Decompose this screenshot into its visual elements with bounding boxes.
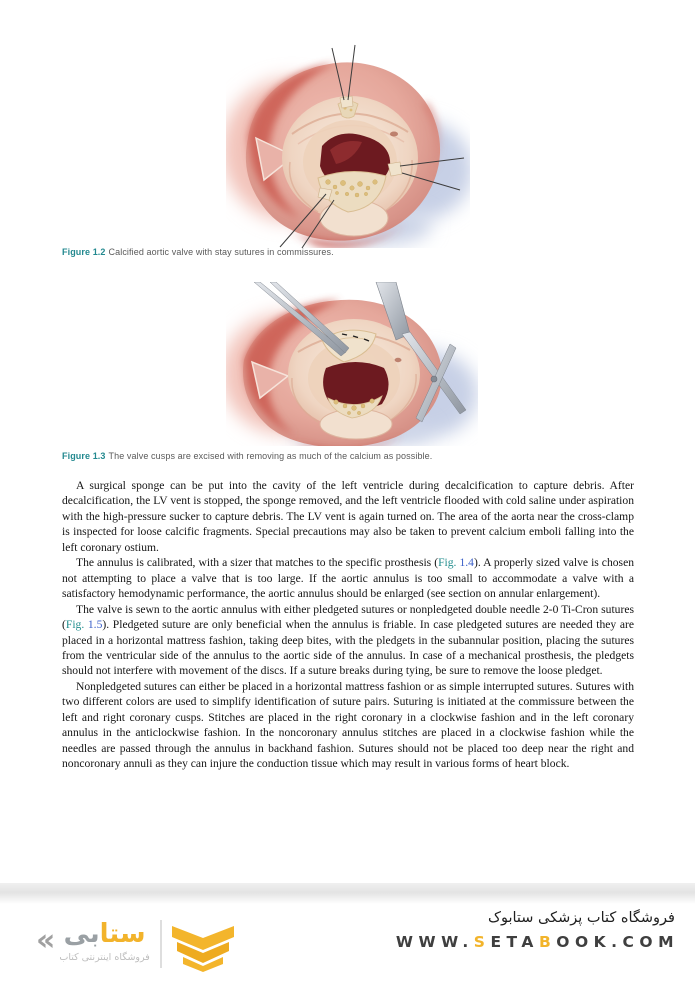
url-seg-b: B [538, 933, 557, 951]
website-url [396, 933, 679, 951]
logo-wordmark-yellow: ستا [99, 919, 146, 949]
paragraph-3-text: The valve is sewn to the aortic annulus with either pledgeted sutures or nonpledgeted double needle 2-0 Ti-Cron sutures ( [62, 602, 634, 632]
url-seg-s: S [473, 933, 491, 951]
logo-wordmark-gray: بی [63, 919, 100, 949]
fig-1-4-reference-label[interactable]: Fig. [438, 556, 457, 570]
url-seg-www: WWW. [395, 933, 474, 951]
logo-wordmark [64, 918, 146, 950]
logo-divider [160, 920, 162, 968]
figure-1-3-caption-label: Figure 1.3 [62, 451, 106, 461]
footer-divider-shadow [0, 883, 695, 904]
figure-1-2-caption-label: Figure 1.2 [62, 247, 106, 257]
paragraph-3-text-continued: ). Pledgeted suture are only beneficial when the annulus is friable. In case pledgeted sutures are needed they are placed in a horizontal mattress fashion, taking deep bites, with the pledgets in the subannular position, placing the sutures from the ventricular side of the annulus to the aortic side of the annulus. In case of a mechanical prosthesis, the pledgets should not interfere with movement of the discs. If a suture breaks during tying, be sure to remove the loose pledget. [62, 618, 635, 678]
paragraph-2 [62, 555, 634, 601]
fig-1-4-reference-link[interactable]: 1.4 [456, 556, 474, 570]
fig-1-5-reference-label[interactable]: Fig. [65, 618, 85, 632]
figure-1-3-caption-text: The valve cusps are excised with removing as much of the calcium as possible. [108, 451, 433, 461]
guillemet-icon: « [36, 923, 56, 958]
figure-1-2-caption-text: Calcified aortic valve with stay sutures in commissures. [108, 247, 334, 257]
paragraph-1 [62, 478, 634, 555]
footer-banner [0, 904, 695, 982]
paragraph-2-text-continued: ). A properly sized valve is chosen not attempting to place a valve that is too large. If the aortic annulus is too small to accommodate a valve with a satisfactory hemodynamic performance, the aortic annulus should be enlarged (see section on annular enlargement). [62, 556, 635, 601]
paragraph-2-text: The annulus is calibrated, with a sizer that matches to the specific prosthesis ( [76, 556, 439, 570]
logo-subtitle: فروشگاه اینترنتی کتاب [59, 952, 150, 963]
paragraph-3 [62, 602, 634, 679]
paragraph-4-text: Nonpledgeted sutures can either be placed in a horizontal mattress fashion or as simple interrupted sutures. Sutures with two different colors are used to simplify identification of suture pairs. Suturing is initiated at the commissure between the left and right coronary cusps. Stitches are placed in the right coronary in a clockwise fashion and in the left coronary annulus in the anticlockwise fashion. In the noncoronary annulus stitches are placed in a clockwise fashion while the needles are passed through the annulus in backhand fashion. Sutures should not be placed too deep near the right and noncoronary annuli as they can injure the conduction tissue which may result in various forms of heart block. [62, 679, 634, 771]
figure-1-2-illustration [226, 42, 470, 253]
figure-1-3-illustration [226, 282, 478, 451]
figure-1-3-caption [62, 451, 622, 461]
fig-1-5-reference-link[interactable]: 1.5 [84, 618, 103, 632]
body-text [62, 478, 634, 772]
url-seg-ookcom: OOK.COM [556, 933, 679, 951]
store-title: فروشگاه کتاب پزشکی ستابوک [487, 910, 675, 926]
setabook-logo [36, 918, 236, 977]
paragraph-1-text: A surgical sponge can be put into the cavity of the left ventricle during decalcification to capture debris. After decalcification, the LV vent is stopped, the sponge removed, and the left ventricle flooded with cold saline under aspiration with the high-pressure sucker to capture debris. The LV vent is again turned on. The area of the aorta near the cross-clamp is inspected for loose calcific fragments. Special precautions may also be taken to prevent calcium emboli falling into the left coronary ostium. [62, 479, 634, 554]
footer-store-info [396, 910, 679, 951]
url-seg-eta: ETA [490, 933, 539, 951]
figure-1-2-caption [62, 247, 622, 257]
paragraph-4 [62, 679, 634, 772]
chevron-emblem-icon [170, 926, 236, 977]
